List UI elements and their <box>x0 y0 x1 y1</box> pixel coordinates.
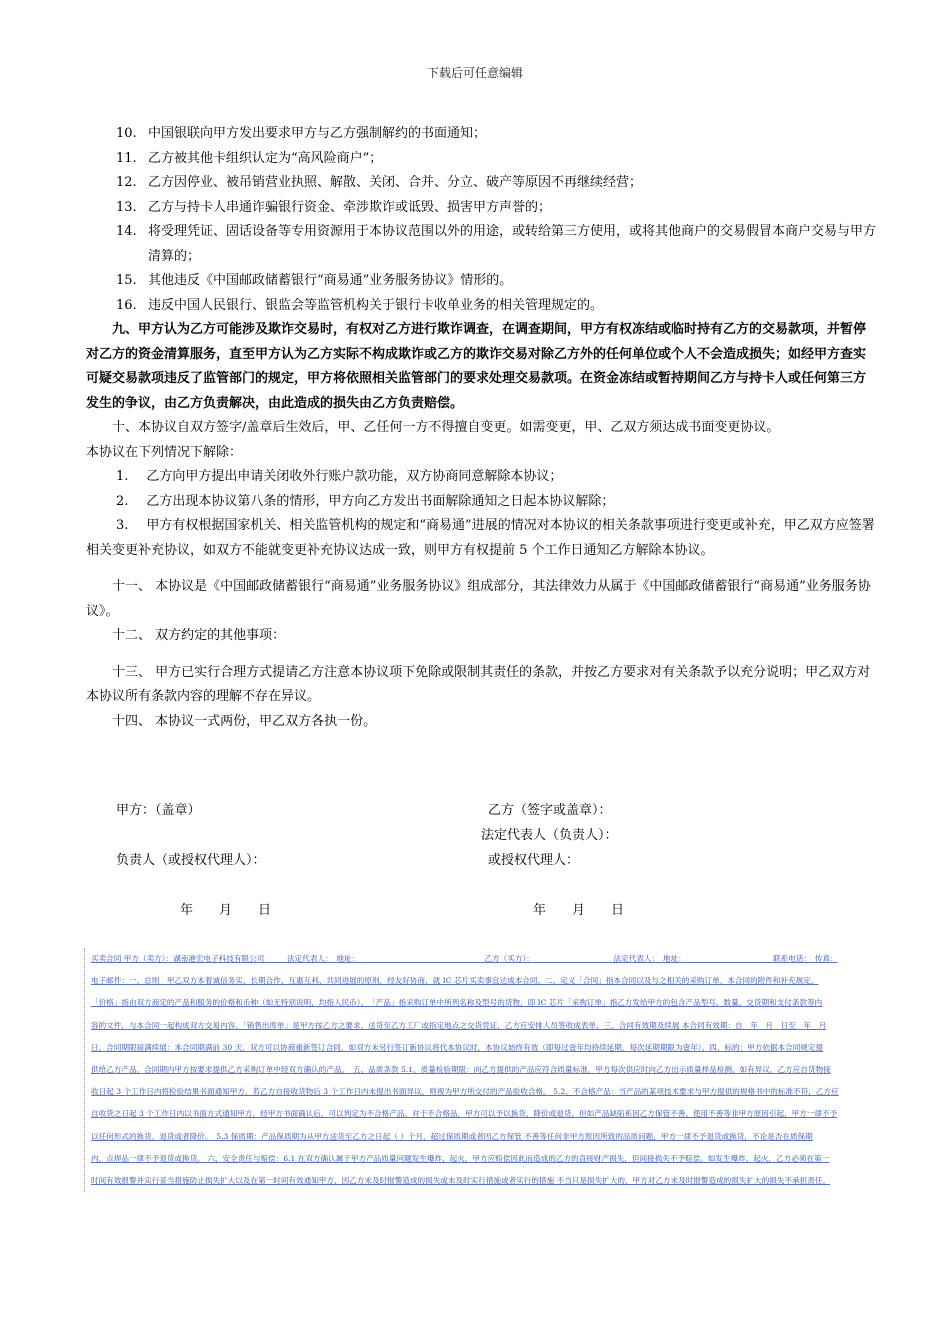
party-b-date: 年 月 日 <box>533 903 625 918</box>
appended-contract-line: 电子邮件：一、总则 甲乙双方本着诚信务实、长期合作、互惠互利、共同进展的原则，经友好协商，就 IC 芯片买卖事宜达成本合同。二、定义「合同」指本合同以及与之相关的采购订单，本合同的附件和补充规定。 <box>91 976 819 986</box>
termination-item <box>86 269 876 294</box>
appended-contract-line: 以任何形式的换货、退货或者降价。 5.3 保质期：产品保质期为从甲方送货至乙方之日起（ ）个月，超过保质期或者因乙方保管 不善等任何非甲方原因所致的品质问题，甲方一律不予退货或换货，不论是否在质保期 <box>91 1131 813 1141</box>
legal-representative-label: 法定代表人（负责人）： <box>481 828 618 843</box>
termination-item-number: 15. <box>116 273 137 288</box>
termination-item <box>86 220 876 269</box>
termination-item-number: 16. <box>116 297 137 313</box>
termination-item <box>86 294 876 319</box>
termination-item-text: 将受理凭证、固话设备等专用资源用于本协议范围以外的用途，或转给第三方使用，或将其他商户的交易假冒本商户交易与甲方清算的； <box>148 224 877 264</box>
clause-10-item-text: 乙方向甲方提出申请关闭收外行账户款功能，双方协商同意解除本协议； <box>146 469 563 484</box>
appended-contract-line: 时间有效报警并实行妥当措施防止损失扩大以及在第一时间有效通知甲方，因乙方未及时报警造成的损失或未及时实行措施或者实行的措施 不当只是损失扩大的，甲方对乙方未及时报警造成的损失扩大的损失不承担责任。 <box>91 1176 830 1186</box>
appended-contract-line: 内，点焊品一律不予退货或换货。 六、安全责任与赔偿：6.1 在双方确认属于甲方产品质量问题发生爆炸、起火，甲方应赔偿因此而造成的乙方的直接财产损失，但间接损失不予赔偿。如发生爆炸、起火，乙方必须在第一 <box>91 1153 830 1163</box>
termination-item <box>86 122 876 147</box>
appended-contract-line: 自收货之日起 3 个工作日内以书面方式通知甲方，经甲方书面确认后，可以判定为不合格产品。对于不合格品，甲方可以予以换货、降价或退货，但如产品缺陷系因乙方保管不善、使用不善等非甲方原因引起，甲方一律不予 <box>91 1109 838 1119</box>
termination-item-number: 14. <box>116 224 137 239</box>
termination-item-number: 13. <box>116 199 137 215</box>
termination-item <box>86 171 876 196</box>
clause-12: 十二、 双方约定的其他事项： <box>112 628 286 643</box>
termination-item-text: 乙方因停业、被吊销营业执照、解散、关闭、合并、分立、破产等原因不再继续经营； <box>148 175 643 190</box>
appended-contract-line: 买卖合同 甲方（卖方）：湖南港宏电子科技有限公司 法定代表人： 地址： 乙方（买方）： 法定代表人： 地址： 联系电话： 传真： <box>91 954 838 963</box>
party-a-label: 甲方：（盖章） <box>116 803 201 818</box>
clause-11: 十一、 本协议是《中国邮政储蓄银行“商易通”业务服务协议》组成部分，其法律效力从属于《中国邮政储蓄银行“商易通”业务服务协议》。 <box>86 579 871 619</box>
termination-item-text: 违反中国人民银行、银监会等监管机构关于银行卡收单业务的相关管理规定的。 <box>148 297 604 313</box>
clause-10-item-number: 2. <box>116 493 129 509</box>
termination-item-number: 11. <box>116 150 137 166</box>
page-header: 下载后可任意编辑 <box>426 66 523 80</box>
clause-14: 十四、 本协议一式两份，甲乙双方各执一份。 <box>112 713 377 729</box>
party-a-agent-label: 负责人（或授权代理人）： <box>116 853 266 868</box>
termination-item-text: 其他违反《中国邮政储蓄银行“商易通”业务服务协议》情形的。 <box>148 273 513 288</box>
clause-13: 十三、 甲方已实行合理方式提请乙方注意本协议项下免除或限制其责任的条款，并按乙方要求对有关条款予以充分说明；甲乙双方对本协议所有条款内容的理解不存在异议。 <box>86 664 871 704</box>
appended-contract-line: 「价格」指由双方商定的产品和服务的价格和币种（如无特别说明，均指人民币）。 「产品」指采购订单中所列名称及型号的货物，即 IC 芯片「采购订单」指乙方发给甲方的包含产品型号、数量、交货期和支付条款等内 <box>91 998 823 1008</box>
termination-item-number: 12. <box>116 175 137 190</box>
clause-10-item-number: 3. <box>116 518 129 533</box>
appended-contract-line: 供给乙方产品，合同期内甲方按要求提供乙方采购订单中经双方确认的产品。 五、品质条款 5.1、质量检验期限：向乙方提供的产品应符合质量标准，甲方每次供应时向乙方出示质量样品检测。如有异议，乙方应自货物接 <box>91 1065 831 1075</box>
clause-10-item <box>86 490 876 515</box>
clause-10-item <box>86 465 876 490</box>
document-body <box>86 122 876 734</box>
appended-contract-text <box>84 948 881 1192</box>
clause-10-item-number: 1. <box>116 469 129 484</box>
clause-10-item-text: 乙方出现本协议第八条的情形，甲方向乙方发出书面解除通知之日起本协议解除； <box>146 493 615 509</box>
appended-contract-line: 容的文件，与本合同一起构成双方交易内容。「销售出库单」是甲方按乙方之要求，送货至乙方工厂或指定地点之交货凭证，乙方应安排人员签收成表单。三、合同有效期及续展 本合同有效期：自 年 月 日至 年 月 <box>91 1020 827 1030</box>
termination-item-text: 乙方与持卡人串通诈骗银行资金、牵涉欺诈或诋毁、损害甲方声誉的； <box>148 199 552 215</box>
party-b-agent-label: 或授权代理人： <box>488 853 580 868</box>
termination-list <box>86 122 876 318</box>
clause-10-subtitle: 本协议在下列情况下解除： <box>86 444 243 460</box>
clause-10-list <box>86 465 876 563</box>
appended-contract-line: 收日起 3 个工作日内将检验结果书面通知甲方。若乙方自接收货物后 3 个工作日内未提出书面异议，则视为甲方所交付的产品验收合格。 5.2、不合格产品：当产品的某项技术要求与甲方提供的规格书中的标准不符，乙方应 <box>91 1087 839 1097</box>
clause-10: 十、本协议自双方签字/盖章后生效后，甲、乙任何一方不得擅自变更。如需变更，甲、乙双方须达成书面变更协议。 <box>112 420 780 435</box>
termination-item <box>86 147 876 172</box>
termination-item-text: 中国银联向甲方发出要求甲方与乙方强制解约的书面通知； <box>148 126 487 141</box>
termination-item <box>86 196 876 221</box>
appended-contract-line: 日，合同期限届满续展：本合同期满前 30 天，双方可以协商重新签订合同，如双方未另行签订新协议将代本协议时，本协议始终有效（即每过壹年均持续延期，每次延期期限为壹年）。四、标的：甲方依据本合同规定提 <box>91 1042 824 1052</box>
clause-10-item-text: 甲方有权根据国家机关、相关监管机构的规定和“商易通”进展的情况对本协议的相关条款事项进行变更或补充，甲乙双方应签署相关变更补充协议，如双方不能就变更补充协议达成一致，则甲方有权提前 5 个工作日通知乙方解除本协议。 <box>86 518 875 558</box>
party-a-date: 年 月 日 <box>180 903 272 918</box>
clause-9: 九、甲方认为乙方可能涉及欺诈交易时，有权对乙方进行欺诈调查，在调查期间，甲方有权冻结或临时持有乙方的交易款项，并暂停对乙方的资金清算服务，直至甲方认为乙方实际不构成欺诈或乙方的欺诈交易对除乙方外的任何单位或个人不会造成损失；如经甲方查实可疑交易款项违反了监管部门的规定，甲方将依照相关监管部门的要求处理交易款项。在资金冻结或暂持期间乙方与持卡人或任何第三方发生的争议，由乙方负责解决，由此造成的损失由乙方负责赔偿。 <box>86 322 867 411</box>
termination-item-number: 10. <box>116 126 137 141</box>
termination-item-text: 乙方被其他卡组织认定为“高风险商户”； <box>148 150 383 166</box>
clause-10-item <box>86 514 876 563</box>
party-b-label: 乙方（签字或盖章）： <box>488 803 612 818</box>
